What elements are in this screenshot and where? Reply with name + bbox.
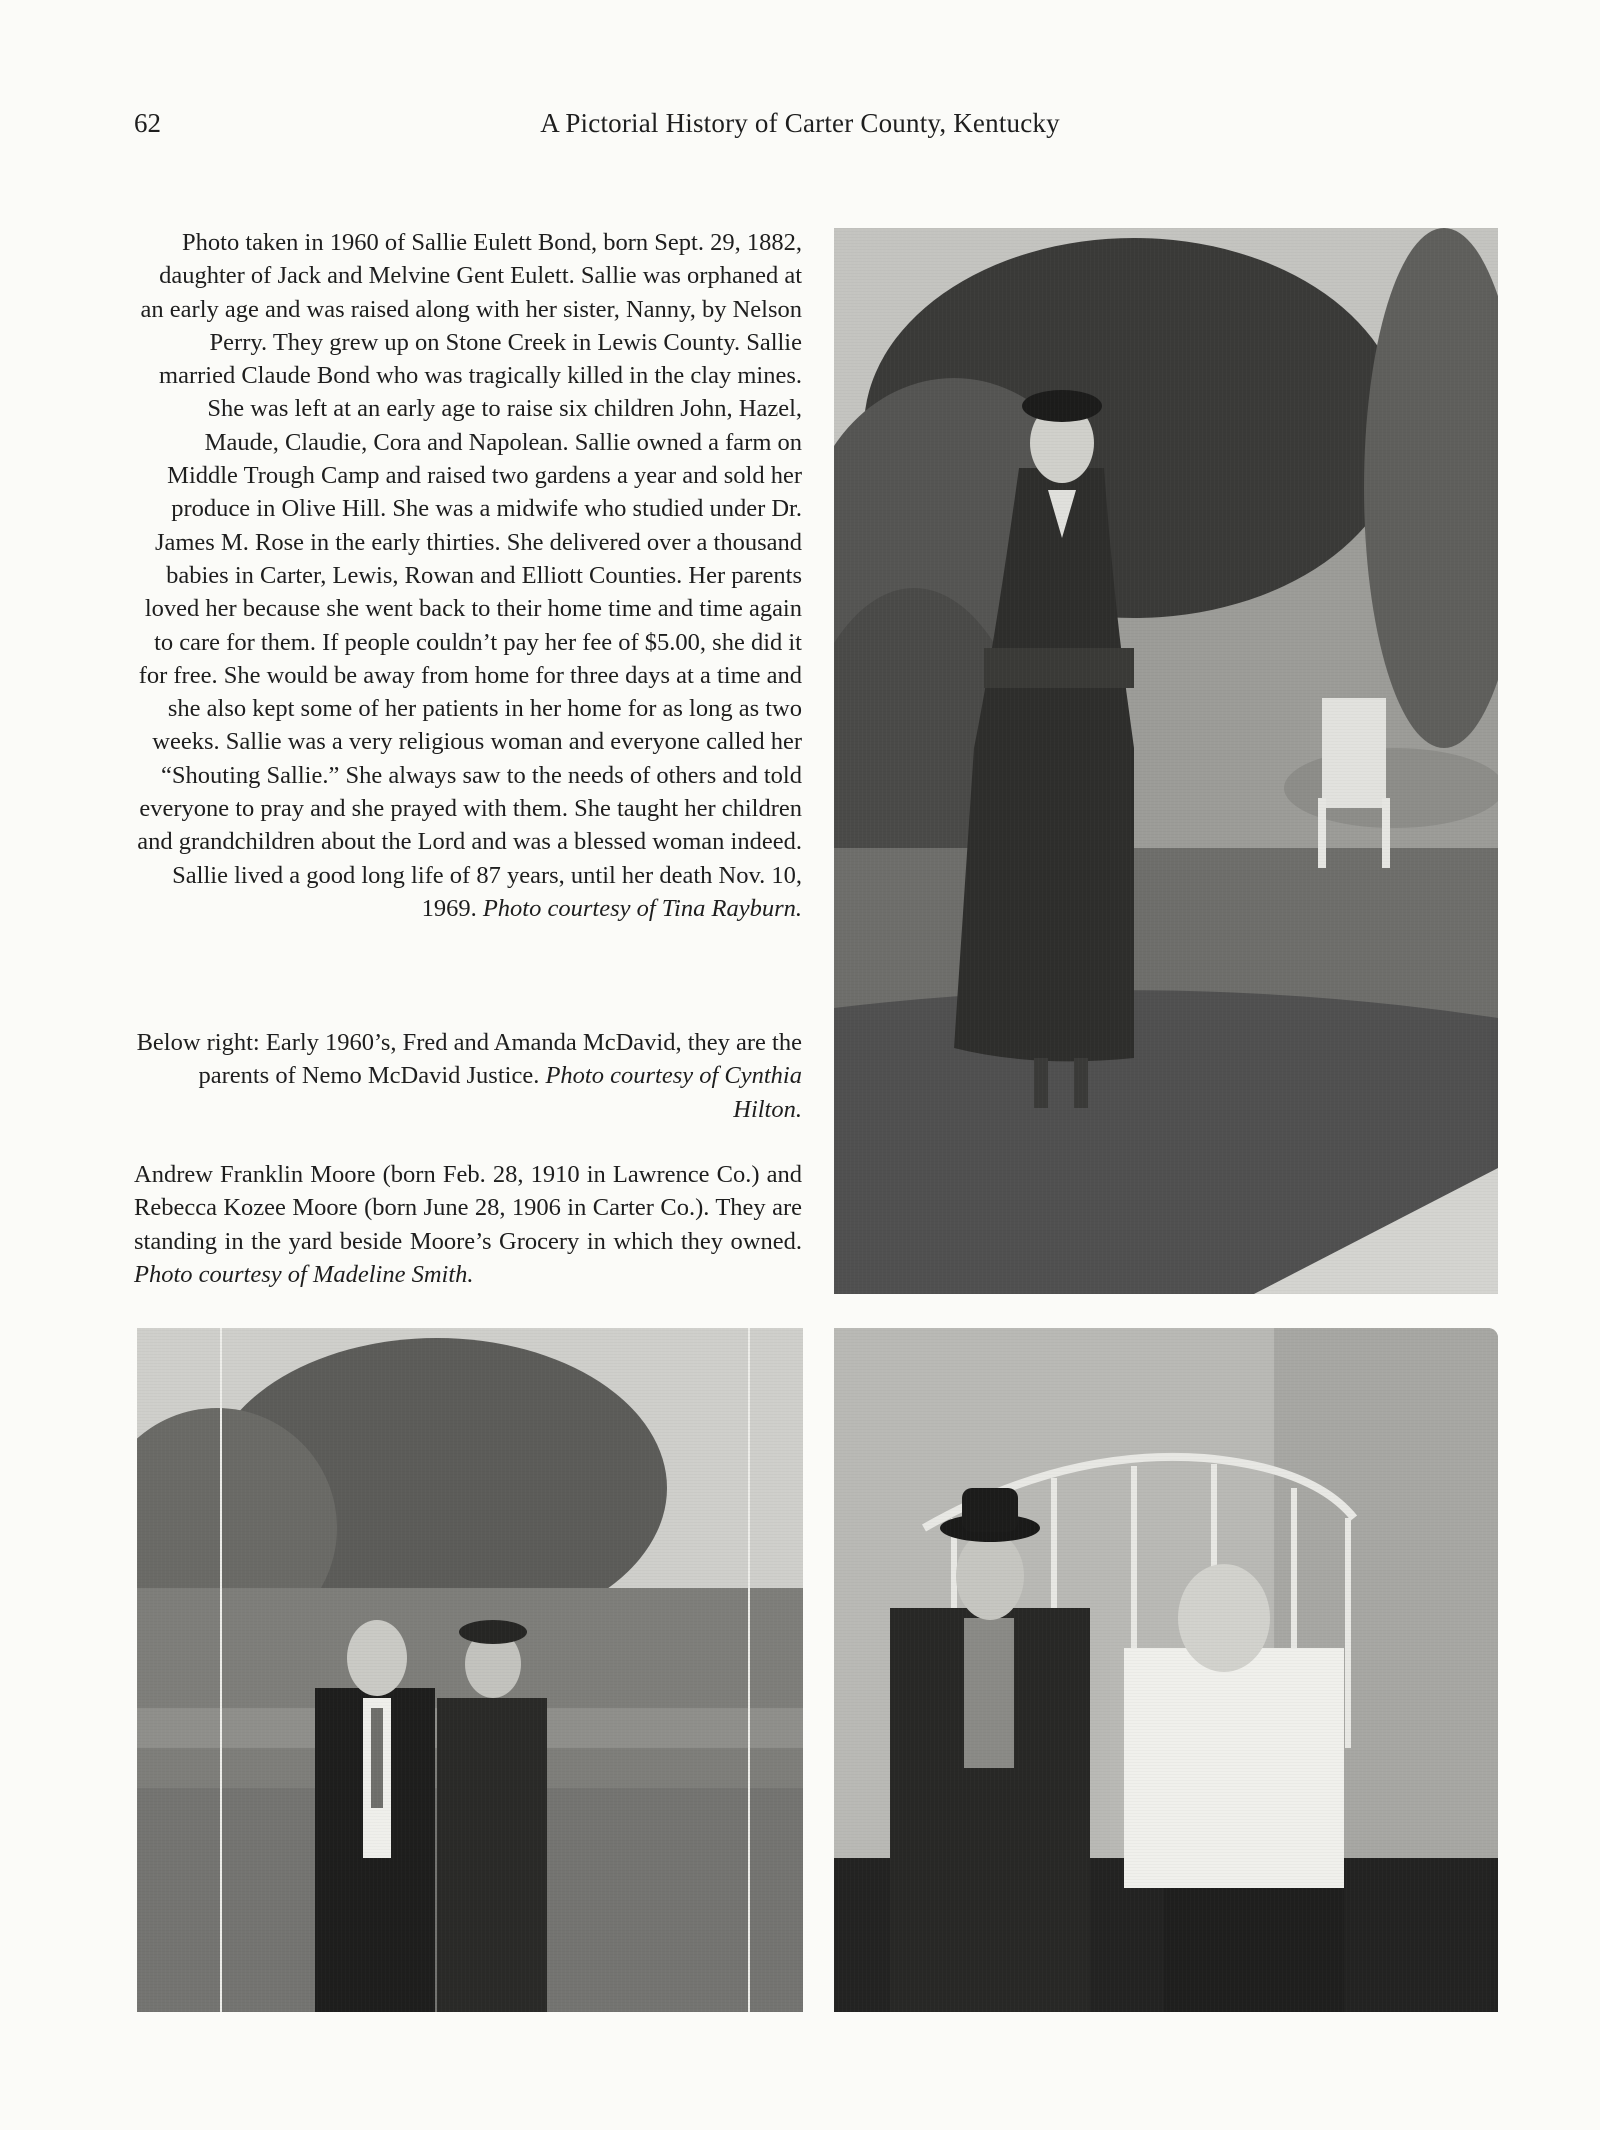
caption-mcdavid-text: Below right: Early 1960’s, Fred and Amanda McDavid, they are the parents of Nemo McDavid Justice.: [136, 1029, 802, 1090]
caption-mcdavid: [134, 1026, 802, 1126]
caption-mcdavid-credit: Photo courtesy of Cynthia Hilton.: [545, 1062, 802, 1123]
caption-bond-text: Photo taken in 1960 of Sallie Eulett Bond, born Sept. 29, 1882, daughter of Jack and Melvine Gent Eulett. Sallie was orphaned at an early age and was raised along with her sister, Nanny, by Nelson Perry. They grew up on Stone Creek in Lewis County. Sallie married Claude Bond who was tragically killed in the clay mines. She was left at an early age to raise six children John, Hazel, Maude, Claudie, Cora and Napolean. Sallie owned a farm on Middle Trough Camp and raised two gardens a year and sold her produce in Olive Hill. She was a midwife who studied under Dr. James M. Rose in the early thirties. She delivered over a thousand babies in Carter, Lewis, Rowan and Elliott Counties. Her parents loved her because she went back to their home time and time again to care for them. If people couldn’t pay her fee of $5.00, she did it for free. She would be away from home for three days at a time and she also kept some of her patients in her home for as long as two weeks. Sallie was a very religious woman and everyone called her “Shouting Sallie.” She always saw to the needs of others and told everyone to pray and she prayed with them. She taught her children and grandchildren about the Lord and was a blessed woman indeed. Sallie lived a good long life of 87 years, until her death Nov. 10, 1969.: [137, 229, 802, 922]
caption-moore-credit: Photo courtesy of Madeline Smith.: [134, 1260, 474, 1288]
caption-bond-credit: Photo courtesy of Tina Rayburn.: [482, 894, 802, 922]
caption-moore: [134, 1158, 802, 1291]
photo-moore-couple: [137, 1328, 803, 2012]
caption-bond: [134, 226, 802, 925]
photo-sallie-bond: [834, 228, 1498, 1294]
photo-mcdavid-couple: [834, 1328, 1498, 2012]
running-title: A Pictorial History of Carter County, Kentucky: [540, 108, 1060, 138]
caption-moore-text: Andrew Franklin Moore (born Feb. 28, 1910 in Lawrence Co.) and Rebecca Kozee Moore (born June 28, 1906 in Carter Co.). They are standing in the yard beside Moore’s Grocery in which they owned.: [134, 1161, 802, 1255]
page-number: 62: [134, 108, 161, 138]
